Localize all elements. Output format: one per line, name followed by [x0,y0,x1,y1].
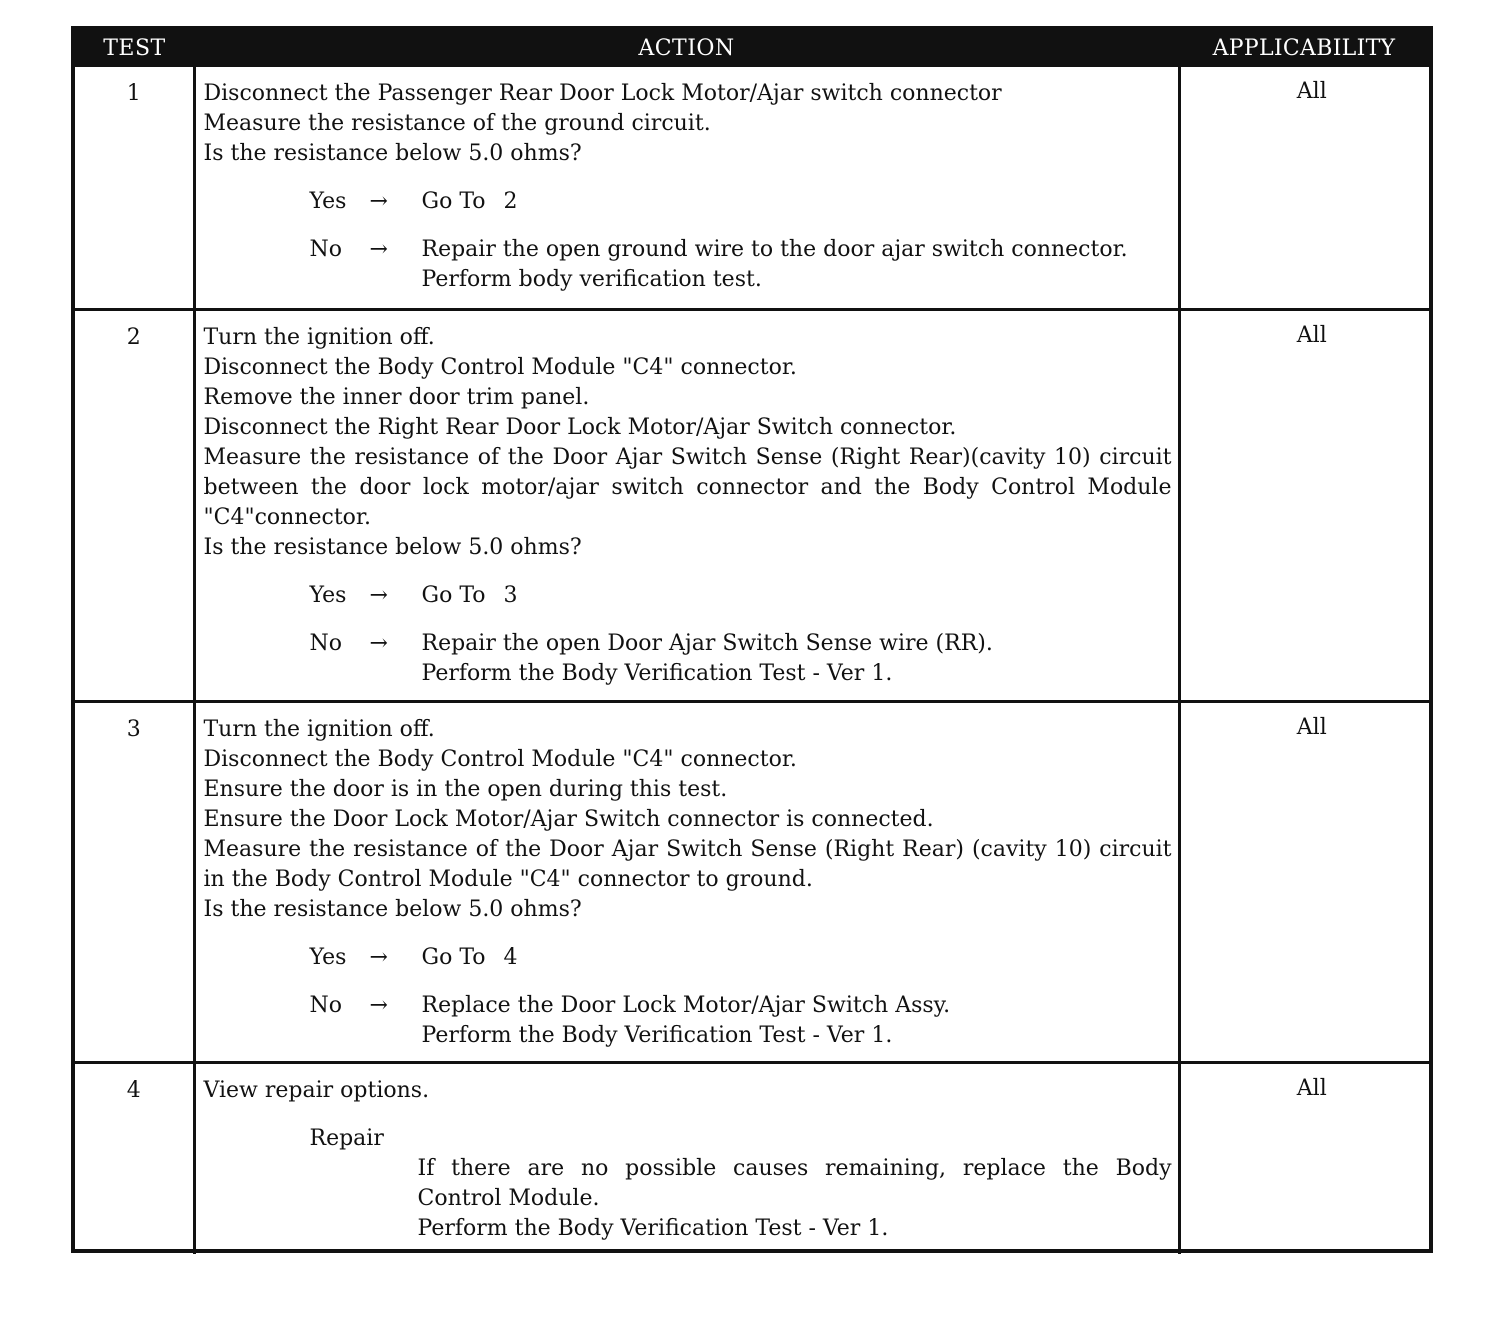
yes-label: Yes [309,582,347,608]
no-instruction [422,629,1172,689]
test-number: 1 [75,67,194,309]
no-label: No [309,992,342,1018]
no-label: No [309,237,342,262]
action-step: Ensure the Door Lock Motor/Ajar Switch connector is connected. [203,806,934,832]
diagnostic-test-table-frame [71,26,1433,1253]
repair-label: Repair [309,1125,384,1151]
no-instruction [422,235,1172,295]
diagnostic-test-table [75,30,1429,1254]
no-outcome [310,991,1172,1051]
no-instruction [422,991,1172,1051]
table-row-test-1 [75,67,1429,309]
yes-label: Yes [309,189,347,214]
applicability-value: All [1179,701,1429,1062]
no-label: No [309,630,342,656]
table-header-row [75,30,1429,67]
goto-test-number: 4 [503,944,518,970]
applicability-value: All [1179,1062,1429,1254]
action-step: Disconnect the Body Control Module "C4" connector. [203,354,797,380]
action-question: Is the resistance below 5.0 ohms? [203,896,582,922]
arrow-icon: → [369,944,388,970]
arrow-icon: → [369,582,388,608]
verification-instruction: Perform the Body Verification Test - Ver 1. [421,660,893,686]
yes-outcome [310,581,1172,611]
action-cell [194,309,1179,701]
table-row-test-4 [75,1062,1429,1254]
action-cell [194,67,1179,309]
yes-label: Yes [309,944,347,970]
goto-test-number: 3 [503,582,518,608]
arrow-icon: → [369,630,388,656]
goto-test-number: 2 [503,189,518,214]
header-applicability: APPLICABILITY [1179,30,1429,67]
action-step: View repair options. [203,1077,430,1103]
action-step: Turn the ignition off. [203,716,435,742]
action-step: Measure the resistance of the Door Ajar Switch Sense (Right Rear) (cavity 10) circuit in the Body Control Module "C4" connector to ground. [203,836,1172,892]
test-number: 2 [75,309,194,701]
verification-instruction: Perform the Body Verification Test - Ver 1. [421,1022,893,1048]
action-step: Turn the ignition off. [203,324,435,350]
no-outcome [310,629,1172,689]
arrow-icon: → [369,992,388,1018]
goto-text: Go To [421,582,486,608]
goto-instruction [422,581,1172,611]
action-step: Disconnect the Passenger Rear Door Lock Motor/Ajar switch connector [203,81,1002,106]
action-step: Remove the inner door trim panel. [203,384,590,410]
action-question: Is the resistance below 5.0 ohms? [203,141,582,166]
repair-instruction: Repair the open ground wire to the door ajar switch connector. [421,237,1128,262]
arrow-icon: → [369,189,388,214]
table-row-test-2 [75,309,1429,701]
action-step: Ensure the door is in the open during this test. [203,776,728,802]
header-action: ACTION [194,30,1179,67]
goto-text: Go To [421,944,486,970]
verification-instruction: Perform body verification test. [421,267,762,292]
action-step: Measure the resistance of the Door Ajar Switch Sense (Right Rear)(cavity 10) circuit between the door lock motor/ajar switch connector and the Body Control Module "C4"connector. [203,444,1172,530]
repair-instruction: Repair the open Door Ajar Switch Sense wire (RR). [421,630,993,656]
no-outcome [310,235,1172,295]
action-step: Measure the resistance of the ground circuit. [203,111,711,136]
action-step: Disconnect the Body Control Module "C4" connector. [203,746,797,772]
yes-outcome [310,187,1172,217]
repair-instruction: If there are no possible causes remaining, replace the Body Control Module. [417,1155,1172,1211]
table-row-test-3 [75,701,1429,1062]
action-cell [194,701,1179,1062]
test-number: 4 [75,1062,194,1254]
yes-outcome [310,943,1172,973]
goto-text: Go To [421,189,486,214]
header-test: TEST [75,30,194,67]
action-cell [194,1062,1179,1254]
verification-instruction: Perform the Body Verification Test - Ver 1. [417,1215,889,1241]
action-step: Disconnect the Right Rear Door Lock Motor/Ajar Switch connector. [203,414,957,440]
test-number: 3 [75,701,194,1062]
applicability-value: All [1296,79,1327,104]
repair-body [418,1154,1172,1244]
action-question: Is the resistance below 5.0 ohms? [203,534,582,560]
arrow-icon: → [369,237,388,262]
goto-instruction [422,187,1172,217]
applicability-value: All [1179,309,1429,701]
repair-instruction: Replace the Door Lock Motor/Ajar Switch Assy. [421,992,951,1018]
goto-instruction [422,943,1172,973]
